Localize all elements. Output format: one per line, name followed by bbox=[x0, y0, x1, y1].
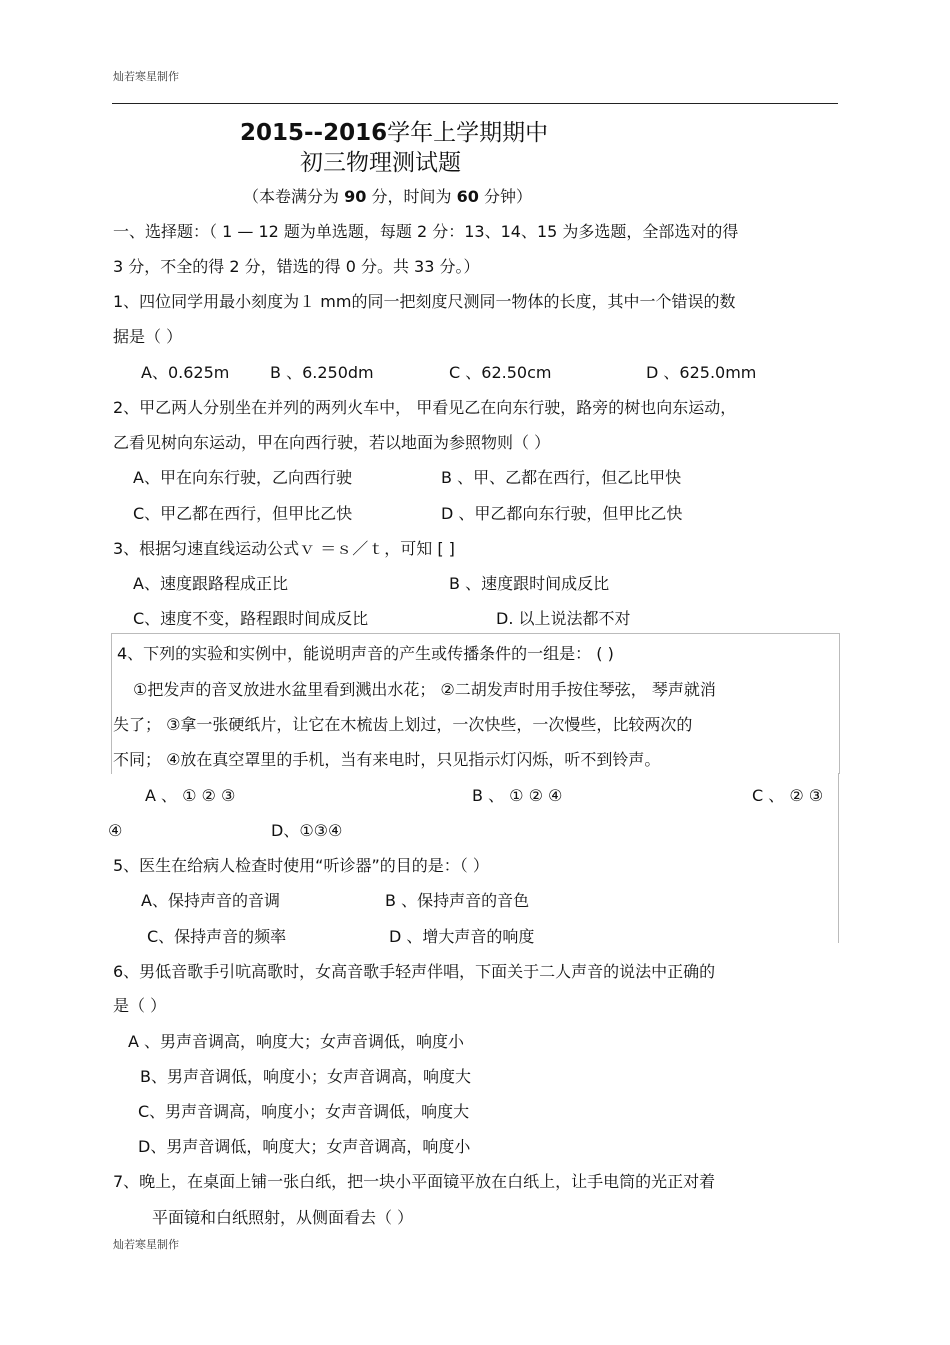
q5-option-a: A、保持声音的音调 bbox=[141, 891, 280, 910]
q2-option-a: A、甲在向东行驶，乙向西行驶 bbox=[133, 468, 352, 487]
q3-stem: 3、根据匀速直线运动公式ｖ ＝ｓ／ｔ，可知 [ ] bbox=[113, 539, 455, 558]
exam-title-line1 bbox=[240, 114, 548, 147]
q3-option-a: A、速度跟路程成正比 bbox=[133, 574, 288, 593]
q1-option-b: B 、6.250dm bbox=[270, 363, 374, 382]
q3-option-d: D. 以上说法都不对 bbox=[496, 609, 631, 628]
q2-option-b: B 、甲、乙都在西行，但乙比甲快 bbox=[441, 468, 682, 487]
q7-stem-line2: 平面镜和白纸照射，从侧面看去（ ） bbox=[152, 1208, 414, 1227]
q5-stem: 5、医生在给病人检查时使用“听诊器”的目的是：（ ） bbox=[113, 856, 489, 875]
q5-option-c: C、保持声音的频率 bbox=[147, 927, 287, 946]
q6-option-a: A 、男声音调高，响度大；女声音调低，响度小 bbox=[128, 1032, 465, 1051]
title-rest: 学年上学期期中 bbox=[387, 120, 549, 146]
q6-stem-line2: 是（ ） bbox=[113, 996, 167, 1015]
q4-stem: 4、下列的实验和实例中，能说明声音的产生或传播条件的一组是： ( ) bbox=[117, 644, 614, 663]
q2-stem-line2: 乙看见树向东运动，甲在向西行驶，若以地面为参照物则（ ） bbox=[113, 433, 551, 452]
q4-option-c: C 、 ② ③ bbox=[752, 786, 824, 805]
q5-option-b: B 、保持声音的音色 bbox=[385, 891, 530, 910]
q2-stem-line1: 2、甲乙两人分别坐在并列的两列火车中， 甲看见乙在向东行驶，路旁的树也向东运动， bbox=[113, 398, 737, 417]
note-time: 60 bbox=[456, 187, 479, 206]
page-header: 灿若寒星制作 bbox=[113, 70, 179, 83]
q2-option-d: D 、甲乙都向东行驶，但甲比乙快 bbox=[441, 504, 683, 523]
section1-instructions-line2: 3 分，不全的得 2 分，错选的得 0 分。共 33 分。） bbox=[113, 257, 480, 276]
q4-item-line2: 失了； ③拿一张硬纸片，让它在木梳齿上划过，一次快些，一次慢些，比较两次的 bbox=[113, 715, 693, 734]
title-year: 2015--2016 bbox=[240, 120, 388, 146]
q1-option-c: C 、62.50cm bbox=[449, 363, 552, 382]
q6-option-c: C、男声音调高，响度小；女声音调低，响度大 bbox=[138, 1102, 470, 1121]
q4-option-c-cont: ④ bbox=[108, 821, 123, 840]
q6-option-d: D、男声音调低，响度大；女声音调高，响度小 bbox=[138, 1137, 471, 1156]
page-footer: 灿若寒星制作 bbox=[113, 1238, 179, 1251]
q3-option-c: C、速度不变，路程跟时间成反比 bbox=[133, 609, 369, 628]
q1-stem-line2: 据是（ ） bbox=[113, 327, 183, 346]
note-part3: 分钟） bbox=[483, 187, 532, 206]
q7-stem-line1: 7、晚上，在桌面上铺一张白纸，把一块小平面镜平放在白纸上，让手电筒的光正对着 bbox=[113, 1172, 716, 1191]
q1-option-d: D 、625.0mm bbox=[646, 363, 757, 382]
q4-item-line3: 不同； ④放在真空罩里的手机，当有来电时，只见指示灯闪烁，听不到铃声。 bbox=[113, 750, 661, 769]
q6-option-b: B、男声音调低，响度小；女声音调高，响度大 bbox=[140, 1067, 471, 1086]
q4-option-d: D、①③④ bbox=[271, 821, 343, 840]
exam-title-line2: 初三物理测试题 bbox=[300, 150, 461, 176]
q1-option-a: A、0.625m bbox=[141, 363, 230, 382]
q2-option-c: C、甲乙都在西行，但甲比乙快 bbox=[133, 504, 353, 523]
q4-option-a: A 、 ① ② ③ bbox=[145, 786, 236, 805]
note-score: 90 bbox=[344, 187, 367, 206]
note-part1: （本卷满分为 bbox=[243, 187, 340, 206]
note-part2: 分，时间为 bbox=[371, 187, 452, 206]
q6-stem-line1: 6、男低音歌手引吭高歌时，女高音歌手轻声伴唱，下面关于二人声音的说法中正确的 bbox=[113, 962, 716, 981]
exam-note bbox=[243, 187, 532, 207]
section1-instructions-line1: 一、选择题：（ 1 — 12 题为单选题，每题 2 分：13、14、15 为多选题，全部选对的得 bbox=[113, 222, 739, 241]
q1-stem-line1: 1、四位同学用最小刻度为１ mm的同一把刻度尺测同一物体的长度，其中一个错误的数 bbox=[113, 292, 736, 311]
q5-option-d: D 、增大声音的响度 bbox=[389, 927, 535, 946]
q4-option-b: B 、 ① ② ④ bbox=[472, 786, 563, 805]
q3-option-b: B 、速度跟时间成反比 bbox=[449, 574, 610, 593]
header-rule bbox=[112, 103, 838, 104]
q4-item-line1: ①把发声的音叉放进水盆里看到溅出水花； ②二胡发声时用手按住琴弦， 琴声就消 bbox=[133, 680, 716, 699]
